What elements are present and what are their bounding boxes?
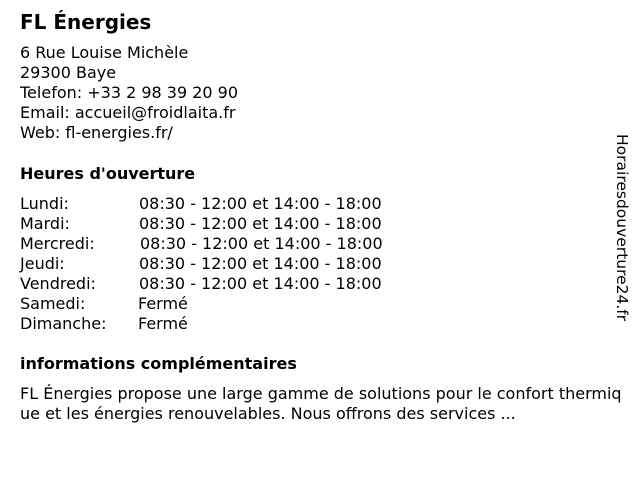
info-heading: informations complémentaires: [20, 354, 297, 373]
business-name: FL Énergies: [20, 10, 152, 34]
hours-heading: Heures d'ouverture: [20, 164, 196, 183]
day-label: Dimanche:: [20, 314, 107, 333]
info-description: FL Énergies propose une large gamme de solutions pour le confort thermique et les énergies renouvelables. Nous offrons des services ...: [20, 384, 622, 423]
email-line: Email: accueil@froidlaita.fr: [20, 103, 236, 122]
day-label: Lundi:: [20, 194, 69, 213]
address-city: 29300 Baye: [20, 63, 117, 82]
phone-line: Telefon: +33 2 98 39 20 90: [20, 83, 239, 102]
contact-block: [20, 43, 238, 143]
hours-value: 08:30 - 12:00 et 14:00 - 18:00: [139, 214, 382, 233]
day-label: Mardi:: [20, 214, 70, 233]
web-line: Web: fl-energies.fr/: [20, 123, 173, 142]
day-label: Vendredi:: [20, 274, 96, 293]
day-label: Jeudi:: [20, 254, 65, 273]
hours-value: 08:30 - 12:00 et 14:00 - 18:00: [139, 274, 382, 293]
hours-value: 08:30 - 12:00 et 14:00 - 18:00: [139, 254, 382, 273]
hours-value: Fermé: [138, 314, 188, 333]
day-label: Mercredi:: [20, 234, 95, 253]
hours-value: Fermé: [138, 294, 188, 313]
day-label: Samedi:: [20, 294, 86, 313]
site-watermark: Horairesdouverture24.fr: [613, 134, 631, 322]
address-street: 6 Rue Louise Michèle: [20, 43, 189, 62]
hours-value: 08:30 - 12:00 et 14:00 - 18:00: [139, 194, 382, 213]
hours-value: 08:30 - 12:00 et 14:00 - 18:00: [140, 234, 383, 253]
